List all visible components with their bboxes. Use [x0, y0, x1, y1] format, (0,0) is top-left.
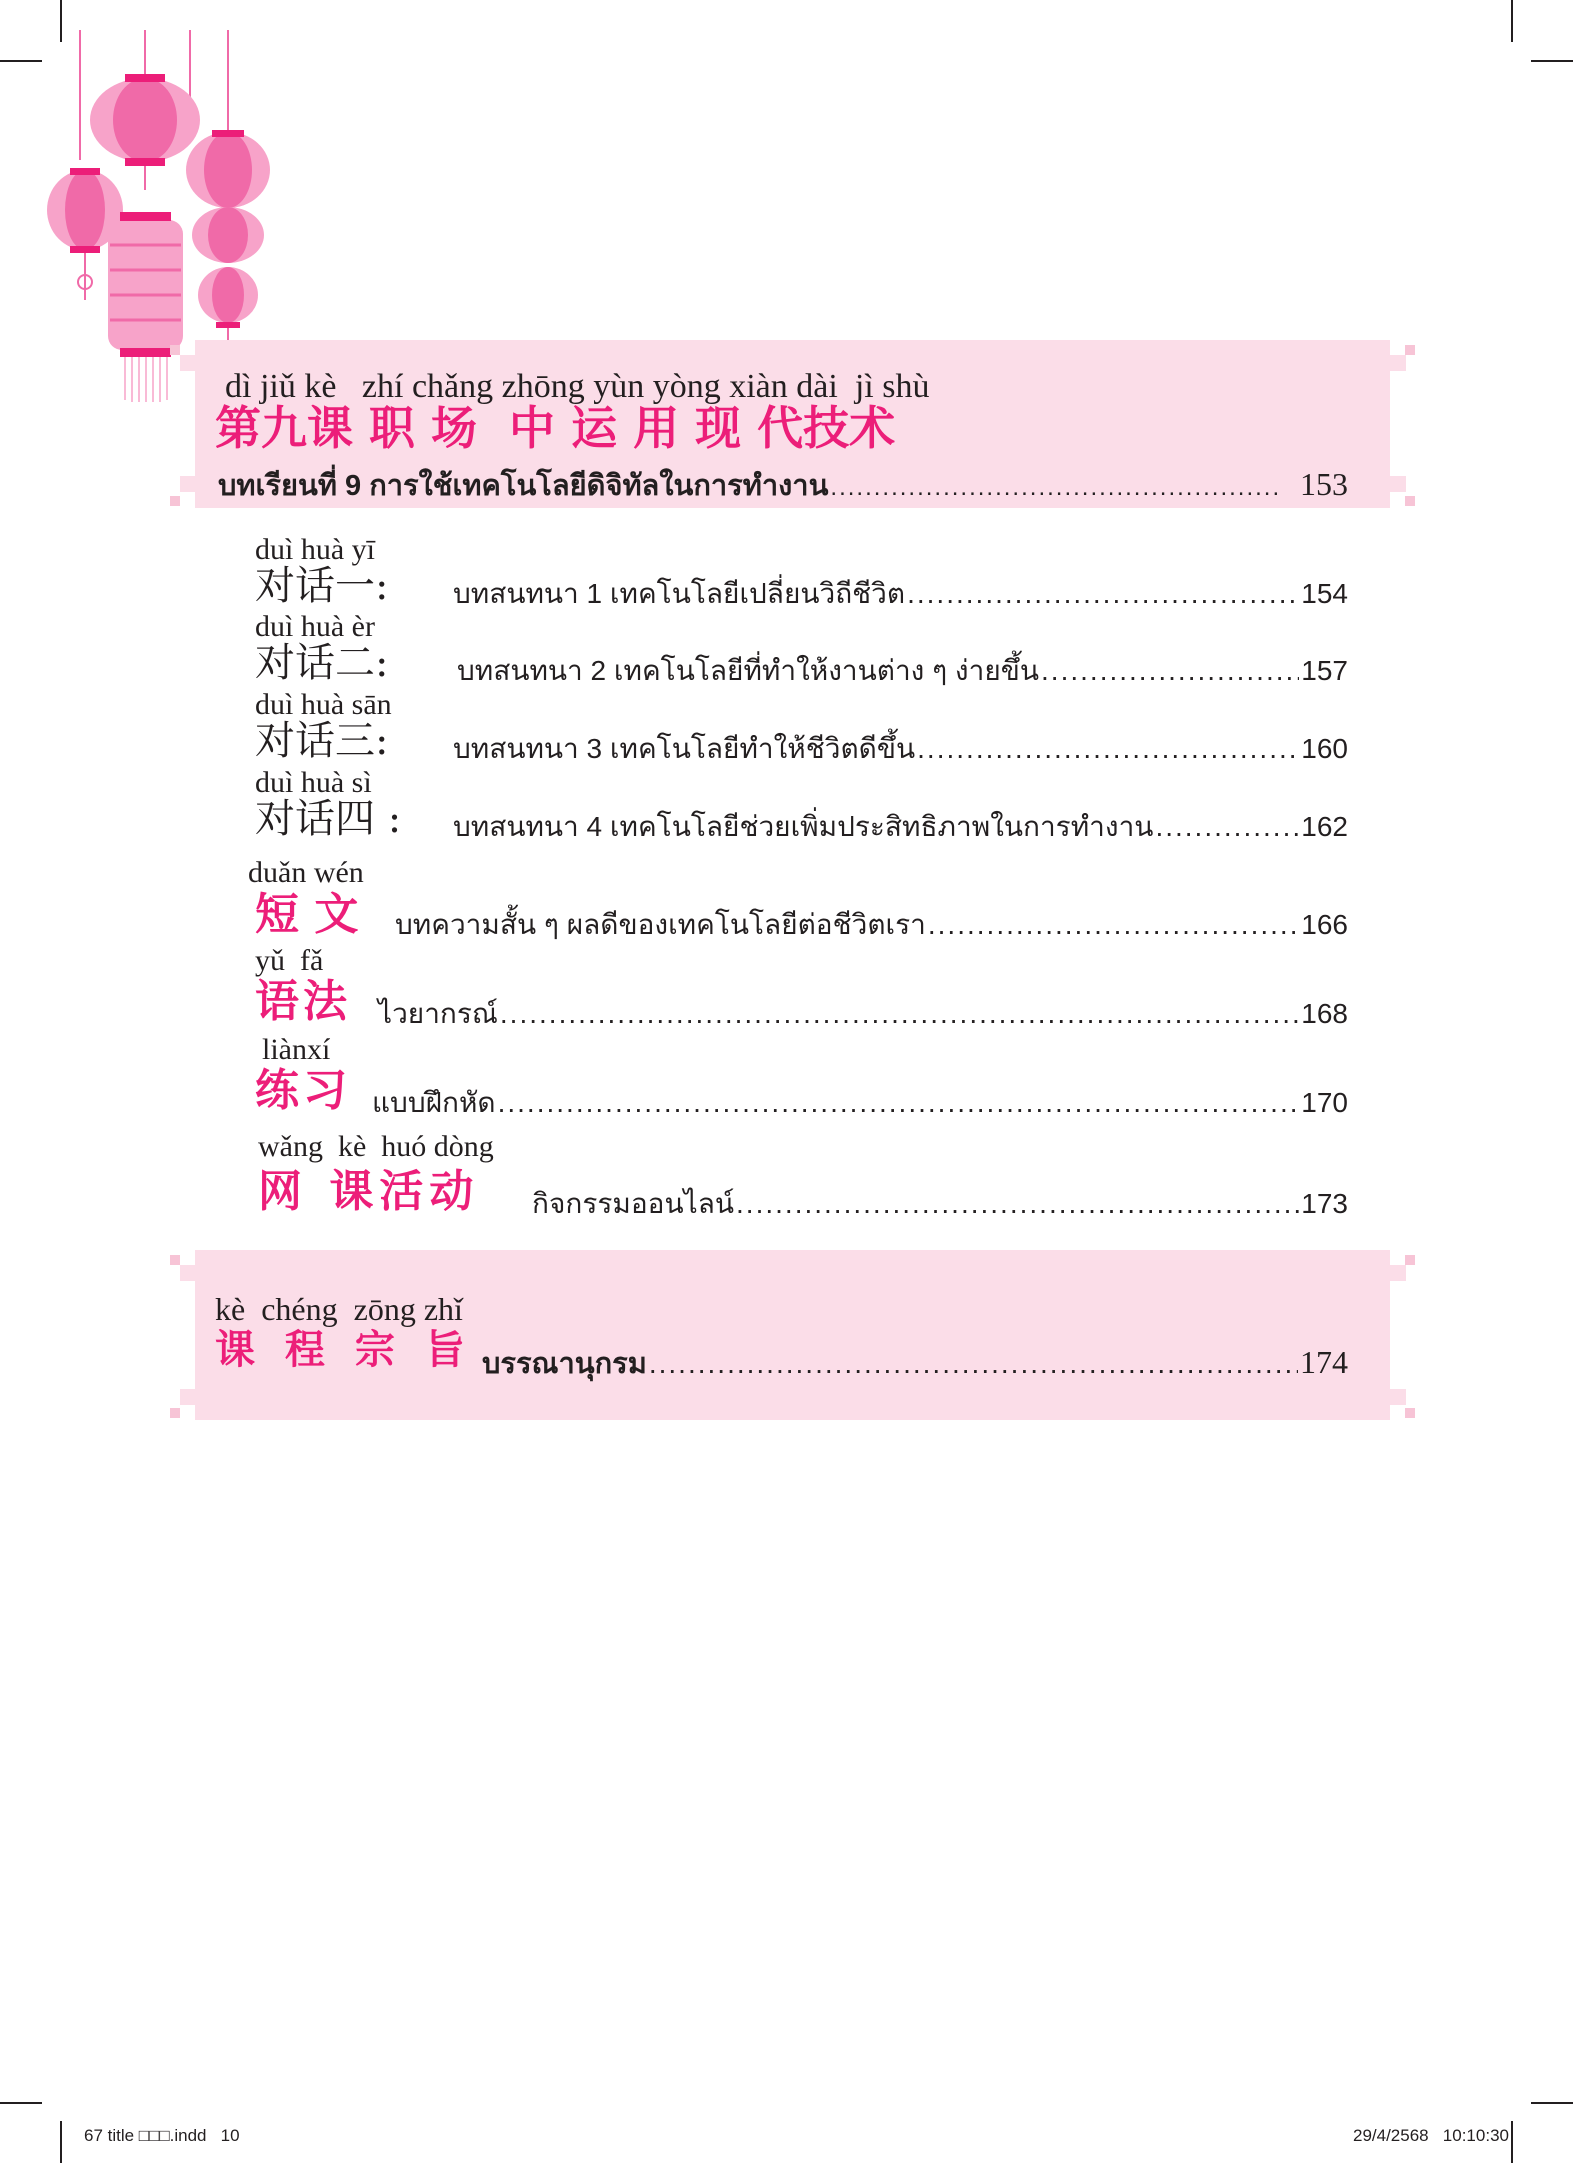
grammar-hanzi: 语法: [255, 976, 351, 1027]
dialogue-2-pinyin: duì huà èr: [255, 610, 375, 643]
grammar-title: ไวยากรณ์: [378, 998, 498, 1029]
crop-mark: [1511, 2121, 1513, 2163]
dialogue-1-pinyin: duì huà yī: [255, 533, 375, 566]
online-activity-toc-line[interactable]: [532, 1182, 1348, 1226]
exercises-toc-line[interactable]: [372, 1081, 1348, 1125]
dot-leader: [928, 909, 1299, 941]
crop-mark: [1531, 60, 1573, 62]
dot-leader: [736, 1188, 1299, 1220]
dialogue-2-title: บทสนทนา 2 เทคโนโลยีที่ทำให้งานต่าง ๆ ง่ายขึ้น: [457, 655, 1040, 686]
short-text-toc-line[interactable]: [395, 903, 1348, 947]
bibliography-hanzi: 课 程 宗 旨: [215, 1326, 473, 1373]
dialogue-1-hanzi: 对话一:: [255, 563, 389, 609]
exercises-hanzi: 练习: [255, 1065, 351, 1116]
dot-leader: [1155, 811, 1299, 843]
footer-timestamp: 29/4/2568 10:10:30: [1353, 2126, 1509, 2145]
dot-leader: [907, 578, 1299, 610]
dialogue-3-page: 160: [1301, 733, 1348, 764]
dialogue-4-pinyin: duì huà sì: [255, 766, 372, 799]
dot-leader: [1041, 655, 1299, 687]
dialogue-1-title: บทสนทนา 1 เทคโนโลยีเปลี่ยนวิถีชีวิต: [453, 578, 906, 609]
dialogue-4-title: บทสนทนา 4 เทคโนโลยีช่วยเพิ่มประสิทธิภาพในการทำงาน: [453, 811, 1154, 842]
short-text-title: บทความสั้น ๆ ผลดีของเทคโนโลยีต่อชีวิตเรา: [395, 909, 926, 940]
dialogue-2-toc-line[interactable]: [457, 649, 1348, 693]
online-activity-title: กิจกรรมออนไลน์: [532, 1188, 735, 1219]
chapter-pinyin: dì jiǔ kè zhí chǎng zhōng yùn yòng xiàn dài jì shù: [225, 368, 930, 405]
dot-leader: [500, 998, 1299, 1030]
short-text-page: 166: [1301, 909, 1348, 940]
dot-leader: [917, 733, 1299, 765]
crop-mark: [1531, 2102, 1573, 2104]
chapter-thai-title: บทเรียนที่ 9 การใช้เทคโนโลยีดิจิทัลในการทำงาน: [218, 470, 829, 502]
online-activity-page: 173: [1301, 1188, 1348, 1219]
crop-mark: [0, 2102, 42, 2104]
dialogue-3-hanzi: 对话三:: [255, 718, 389, 764]
dialogue-2-hanzi: 对话二:: [255, 640, 389, 686]
dialogue-3-title: บทสนทนา 3 เทคโนโลยีทำให้ชีวิตดีขึ้น: [453, 733, 916, 764]
exercises-page: 170: [1301, 1087, 1348, 1118]
grammar-pinyin: yǔ fǎ: [255, 944, 324, 977]
dot-leader: [649, 1348, 1298, 1380]
bibliography-pinyin: kè chéng zōng zhǐ: [215, 1291, 463, 1327]
footer-file-info: 67 title □□□.indd 10: [84, 2126, 240, 2145]
crop-mark: [60, 2121, 62, 2163]
short-text-pinyin: duǎn wén: [248, 856, 364, 889]
short-text-hanzi: 短 文: [255, 889, 359, 940]
dialogue-4-toc-line[interactable]: [453, 805, 1348, 849]
dialogue-1-page: 154: [1301, 578, 1348, 609]
crop-mark: [0, 60, 42, 62]
dot-leader: [498, 1087, 1300, 1119]
dialogue-3-toc-line[interactable]: [453, 727, 1348, 771]
dialogue-3-pinyin: duì huà sān: [255, 688, 392, 721]
dot-leader: [830, 474, 1278, 502]
chapter-hanzi-title: 第九课 职 场 中 运 用 现 代技术: [215, 401, 896, 455]
dialogue-1-toc-line[interactable]: [453, 572, 1348, 616]
exercises-title: แบบฝึกหัด: [372, 1087, 496, 1118]
chapter-toc-line[interactable]: [218, 462, 1348, 508]
dialogue-2-page: 157: [1301, 655, 1348, 686]
crop-mark: [1511, 0, 1513, 42]
online-activity-pinyin: wǎng kè huó dòng: [258, 1130, 494, 1163]
grammar-page: 168: [1301, 998, 1348, 1029]
bibliography-page: 174: [1300, 1344, 1348, 1380]
bibliography-toc-line[interactable]: [482, 1340, 1348, 1386]
chapter-page-number: 153: [1300, 466, 1348, 502]
online-activity-hanzi: 网 课活动: [258, 1166, 480, 1217]
exercises-pinyin: liànxí: [262, 1033, 331, 1066]
dialogue-4-page: 162: [1301, 811, 1348, 842]
bibliography-title: บรรณานุกรม: [482, 1348, 647, 1380]
dialogue-4-hanzi: 对话四 :: [255, 796, 402, 842]
grammar-toc-line[interactable]: [378, 992, 1348, 1036]
